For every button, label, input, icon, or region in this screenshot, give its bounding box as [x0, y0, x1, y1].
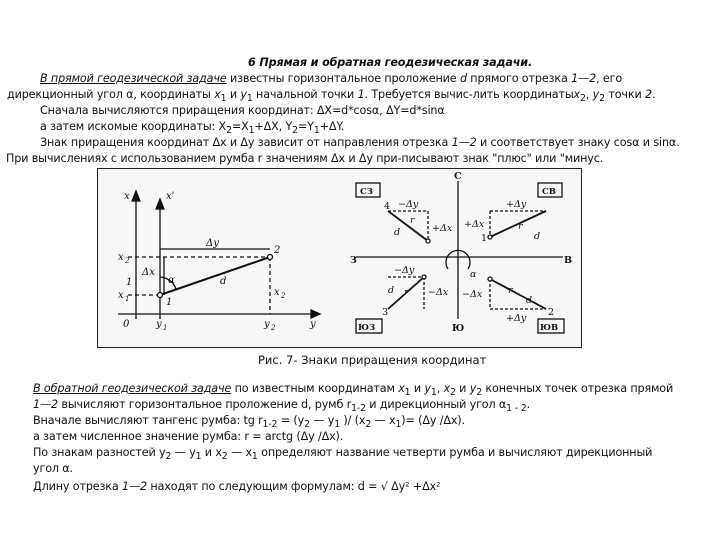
text-run: и x — [201, 446, 222, 459]
text-run: точки — [604, 88, 645, 101]
text-run: по известным координатам — [231, 382, 399, 395]
label-s1: 1 — [481, 233, 488, 244]
label-d4: d — [394, 227, 401, 238]
page-title — [248, 56, 532, 70]
text-run: и дирекционный угол α — [365, 398, 507, 411]
label-x2-sub: 2 — [125, 257, 130, 265]
text-run: дирекционный угол α, координаты — [7, 88, 215, 101]
figure-coordinate-increments — [97, 168, 582, 348]
text-run: 1—2 — [451, 136, 477, 149]
text-run: 2 — [644, 88, 652, 101]
label-r4: r — [410, 215, 415, 226]
nw-point — [426, 239, 430, 243]
label-ne-plus-dx: +Δx — [464, 219, 485, 230]
label-x2: x — [118, 252, 124, 263]
para1-line3 — [40, 104, 445, 118]
label-south: Ю — [452, 323, 465, 334]
para2-line7 — [33, 480, 440, 494]
text-run: По знакам разностей y — [33, 446, 166, 459]
text-run: , — [436, 382, 444, 395]
direct-problem-term: В прямой геодезической задаче — [40, 72, 227, 85]
label-alpha: α — [168, 275, 175, 286]
label-d3: d — [388, 285, 395, 296]
text-run: — x — [371, 414, 396, 427]
figure-svg — [98, 169, 581, 347]
text-run: y — [469, 382, 477, 395]
text-run: , — [585, 88, 593, 101]
label-y1: y — [156, 319, 162, 330]
label-y1-sub: 1 — [163, 324, 168, 332]
para2-line6 — [33, 462, 73, 476]
text-run: . — [651, 88, 656, 101]
segment-1-2 — [160, 257, 270, 295]
label-y2-sub: 2 — [271, 324, 276, 332]
text-run: x — [398, 382, 405, 395]
label-se-minus-dx: −Δx — [462, 289, 483, 300]
label-s2: 2 — [548, 307, 555, 318]
text-run: x — [214, 88, 221, 101]
text-run: прямого отрезка — [466, 72, 572, 85]
label-west: З — [350, 255, 357, 266]
para1-line6 — [6, 152, 603, 166]
text-run: а затем численное значение румба: r = arctg (Δy /Δx). — [33, 430, 344, 443]
text-run: 2 — [292, 125, 298, 137]
text-run: и соответствует знаку cosα и sinα. — [476, 136, 680, 149]
text-run: вычисляют горизонтальное проложение d, румб r — [57, 398, 352, 411]
label-d2: d — [526, 295, 533, 306]
text-run: 2 — [580, 93, 586, 105]
label-s4: 4 — [384, 201, 391, 212]
se-point — [488, 277, 492, 281]
text-run: определяют название четверти румба и вычисляют дирекционный — [257, 446, 653, 459]
text-run: Рис. 7- Знаки приращения координат — [258, 353, 487, 367]
text-run: угол α. — [33, 462, 73, 475]
text-run: 2 — [221, 451, 228, 463]
text-run: 1 — [220, 93, 227, 105]
text-run: 2 — [449, 387, 456, 399]
label-origin: 0 — [123, 319, 130, 330]
label-d1: d — [534, 231, 541, 242]
left-diagram — [118, 191, 320, 319]
text-run: +ΔX, Y — [254, 120, 293, 133]
text-run: а затем искомые координаты: X — [40, 120, 227, 133]
text-run: При вычислениях с использованием румба r значениям Δx и Δy при-писывают знак "плюс" или "минус. — [6, 152, 604, 165]
text-run: 2 — [304, 419, 310, 431]
label-nw-minus-dy: −Δy — [398, 199, 419, 210]
text-run: 1 — [395, 419, 402, 431]
text-run: — y — [171, 446, 196, 459]
label-ne-plus-dy: +Δy — [506, 199, 527, 210]
x-axis-arrow — [132, 191, 140, 201]
text-run: 1 — [404, 387, 411, 399]
label-nw-plus-dx: +Δx — [432, 223, 453, 234]
x-prime-arrow — [156, 199, 164, 209]
text-run: 1—2 — [571, 72, 597, 85]
label-x2b: x — [274, 287, 280, 298]
text-run: 1 — [313, 125, 320, 137]
text-run: 1 — [246, 93, 253, 105]
text-run: x — [573, 88, 581, 101]
text-run: начальной точки — [252, 88, 358, 101]
figure-caption — [258, 353, 486, 367]
label-nw: СЗ — [360, 187, 373, 197]
label-ne: СВ — [542, 187, 556, 197]
label-point-1: 1 — [166, 297, 173, 308]
label-r2: r — [508, 285, 513, 296]
text-run: 1 — [334, 419, 340, 431]
text-run: находят по следующим формулам: d = √ Δy² +Δx² — [147, 480, 441, 493]
label-sw: ЮЗ — [358, 323, 376, 333]
text-run: d — [459, 72, 467, 85]
text-run: 1—2 — [122, 480, 148, 493]
label-x1: x — [118, 290, 124, 301]
text-run: y — [592, 88, 600, 101]
text-run: и — [455, 382, 470, 395]
text-run: — x — [227, 446, 252, 459]
label-se-plus-dy: +Δy — [506, 313, 527, 324]
para2-line5 — [33, 446, 652, 464]
label-se: ЮВ — [540, 323, 559, 333]
text-run: 2 — [165, 451, 172, 463]
text-run: = (y — [277, 414, 305, 427]
text-run: . — [526, 398, 530, 411]
text-run: 1—2 — [33, 398, 58, 411]
text-run: 1 — [430, 387, 437, 399]
text-run: 1 — [357, 88, 365, 101]
text-run: 1 — [251, 451, 258, 463]
label-y2: y — [264, 319, 270, 330]
text-run: Вначале вычисляют тангенс румба: tg r — [33, 414, 263, 427]
sw-point — [422, 275, 426, 279]
text-run: y — [240, 88, 247, 101]
label-one: 1 — [126, 277, 133, 288]
text-run: Сначала вычисляются приращения координат: ΔX=d*cosα, ΔY=d*sinα — [40, 104, 445, 117]
label-dy: Δy — [206, 238, 219, 249]
text-run: =X — [231, 120, 249, 133]
left-labels — [118, 191, 316, 332]
text-run: 2 — [226, 125, 232, 137]
y-axis-arrow — [311, 310, 320, 318]
text-run: 1-2 — [351, 403, 366, 415]
label-east: В — [564, 255, 573, 266]
title-text: 6 Прямая и обратная геодезическая задачи. — [248, 56, 533, 69]
para1-line1 — [40, 72, 622, 86]
text-run: . Требуется вычис-лить координаты — [364, 88, 574, 101]
text-run: , его — [596, 72, 623, 85]
text-run: =Y — [297, 120, 314, 133]
text-run: 2 — [599, 93, 605, 105]
text-run: конечных точек отрезка прямой — [482, 382, 674, 395]
point-1 — [158, 293, 163, 298]
text-run: x — [443, 382, 450, 395]
text-run: 2 — [365, 419, 372, 431]
text-run: 1-2 — [262, 419, 278, 431]
label-north: С — [454, 171, 462, 182]
label-r1: r — [518, 221, 523, 232]
se-segment — [490, 279, 546, 309]
text-run: Длину отрезка — [33, 480, 123, 493]
text-run: 2 — [476, 387, 482, 399]
label-s3: 3 — [382, 307, 389, 318]
label-x1-sub: 1 — [125, 295, 130, 303]
label-sw-minus-dx: −Δx — [428, 287, 449, 298]
point-2 — [268, 255, 273, 260]
inverse-problem-term: В обратной геодезической задаче — [33, 382, 232, 395]
text-run: )= (Δy /Δx). — [401, 414, 465, 427]
label-d: d — [220, 276, 227, 287]
text-run: и — [226, 88, 241, 101]
right-labels — [350, 171, 572, 334]
label-sw-minus-dy: −Δy — [394, 265, 415, 276]
text-run: — y — [309, 414, 335, 427]
text-run: 1 - 2 — [506, 403, 527, 415]
text-run: )/ (x — [340, 414, 366, 427]
label-dx: Δx — [142, 267, 155, 278]
label-x: x — [124, 191, 130, 202]
label-y: y — [310, 319, 316, 330]
text-run: 1 — [195, 451, 202, 463]
text-run: 1 — [248, 125, 255, 137]
text-run: известны горизонтальное проложение — [226, 72, 460, 85]
text-run: и — [410, 382, 425, 395]
label-r3: r — [404, 287, 409, 298]
label-x2b-sub: 2 — [281, 292, 286, 300]
label-x-prime: x' — [166, 191, 175, 202]
label-alpha-right: α — [470, 269, 477, 280]
ne-point — [488, 235, 492, 239]
para1-line5 — [40, 136, 680, 150]
text-run: y — [424, 382, 431, 395]
para2-line4 — [33, 430, 343, 444]
text-run: +ΔY. — [319, 120, 345, 133]
label-point-2: 2 — [274, 245, 281, 256]
text-run: Знак приращения координат Δx и Δy зависит от направления отрезка — [40, 136, 452, 149]
